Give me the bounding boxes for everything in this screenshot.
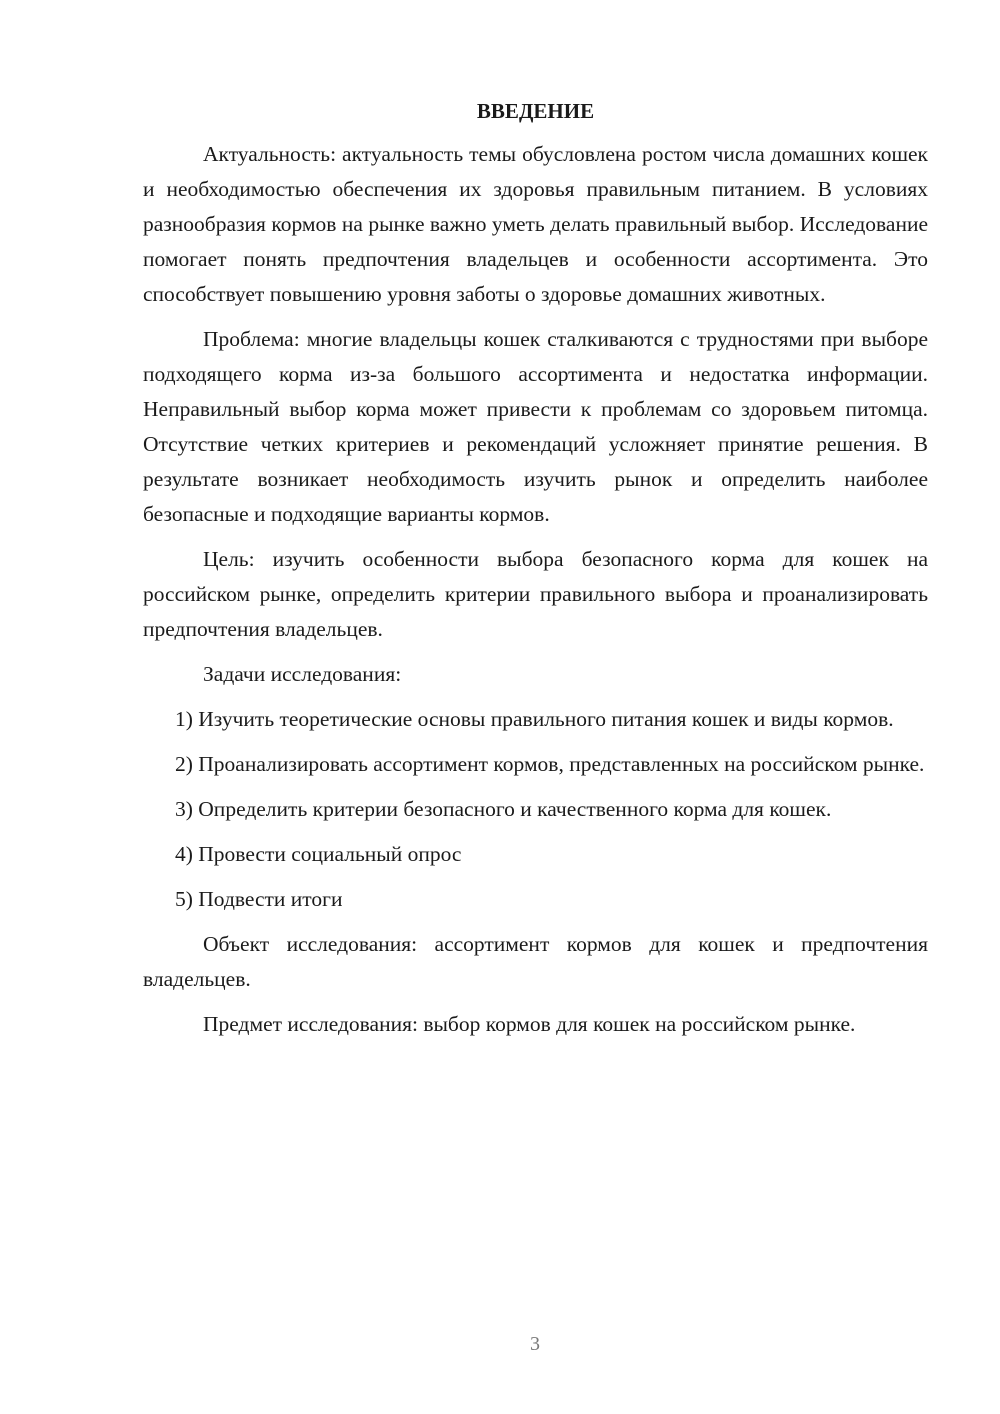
task-item: 5) Подвести итоги: [175, 887, 343, 911]
research-object-paragraph: Объект исследования: ассортимент кормов для кошек и предпочтения владельцев.: [143, 932, 928, 991]
goal-paragraph: Цель: изучить особенности выбора безопасного корма для кошек на российском рынке, определить критерии правильного выбора и проанализировать предпочтения владельцев.: [143, 547, 928, 641]
task-item: 4) Провести социальный опрос: [175, 842, 462, 866]
tasks-heading: Задачи исследования:: [203, 662, 402, 686]
research-subject-paragraph: Предмет исследования: выбор кормов для кошек на российском рынке.: [203, 1012, 856, 1036]
task-item: 2) Проанализировать ассортимент кормов, представленных на российском рынке.: [175, 752, 925, 776]
page-title: ВВЕДЕНИЕ: [476, 99, 595, 123]
relevance-paragraph: Актуальность: актуальность темы обусловлена ростом числа домашних кошек и необходимостью обеспечения их здоровья правильным питанием. В условиях разнообразия кормов на рынке важно уметь делать правильный выбор. Исследование помогает понять предпочтения владельцев и особенности ассортимента. Это способствует повышению уровня заботы о здоровье домашних животных.: [143, 142, 928, 306]
page-number: 3: [530, 1333, 540, 1355]
document-page: [143, 95, 928, 1052]
task-item: 3) Определить критерии безопасного и качественного корма для кошек.: [175, 797, 832, 821]
tasks-list: [143, 702, 928, 917]
task-item: 1) Изучить теоретические основы правильного питания кошек и виды кормов.: [175, 707, 894, 731]
problem-paragraph: Проблема: многие владельцы кошек сталкиваются с трудностями при выборе подходящего корма из-за большого ассортимента и недостатка информации. Неправильный выбор корма может привести к проблемам со здоровьем питомца. Отсутствие четких критериев и рекомендаций усложняет принятие решения. В результате возникает необходимость изучить рынок и определить наиболее безопасные и подходящие варианты кормов.: [143, 327, 928, 526]
